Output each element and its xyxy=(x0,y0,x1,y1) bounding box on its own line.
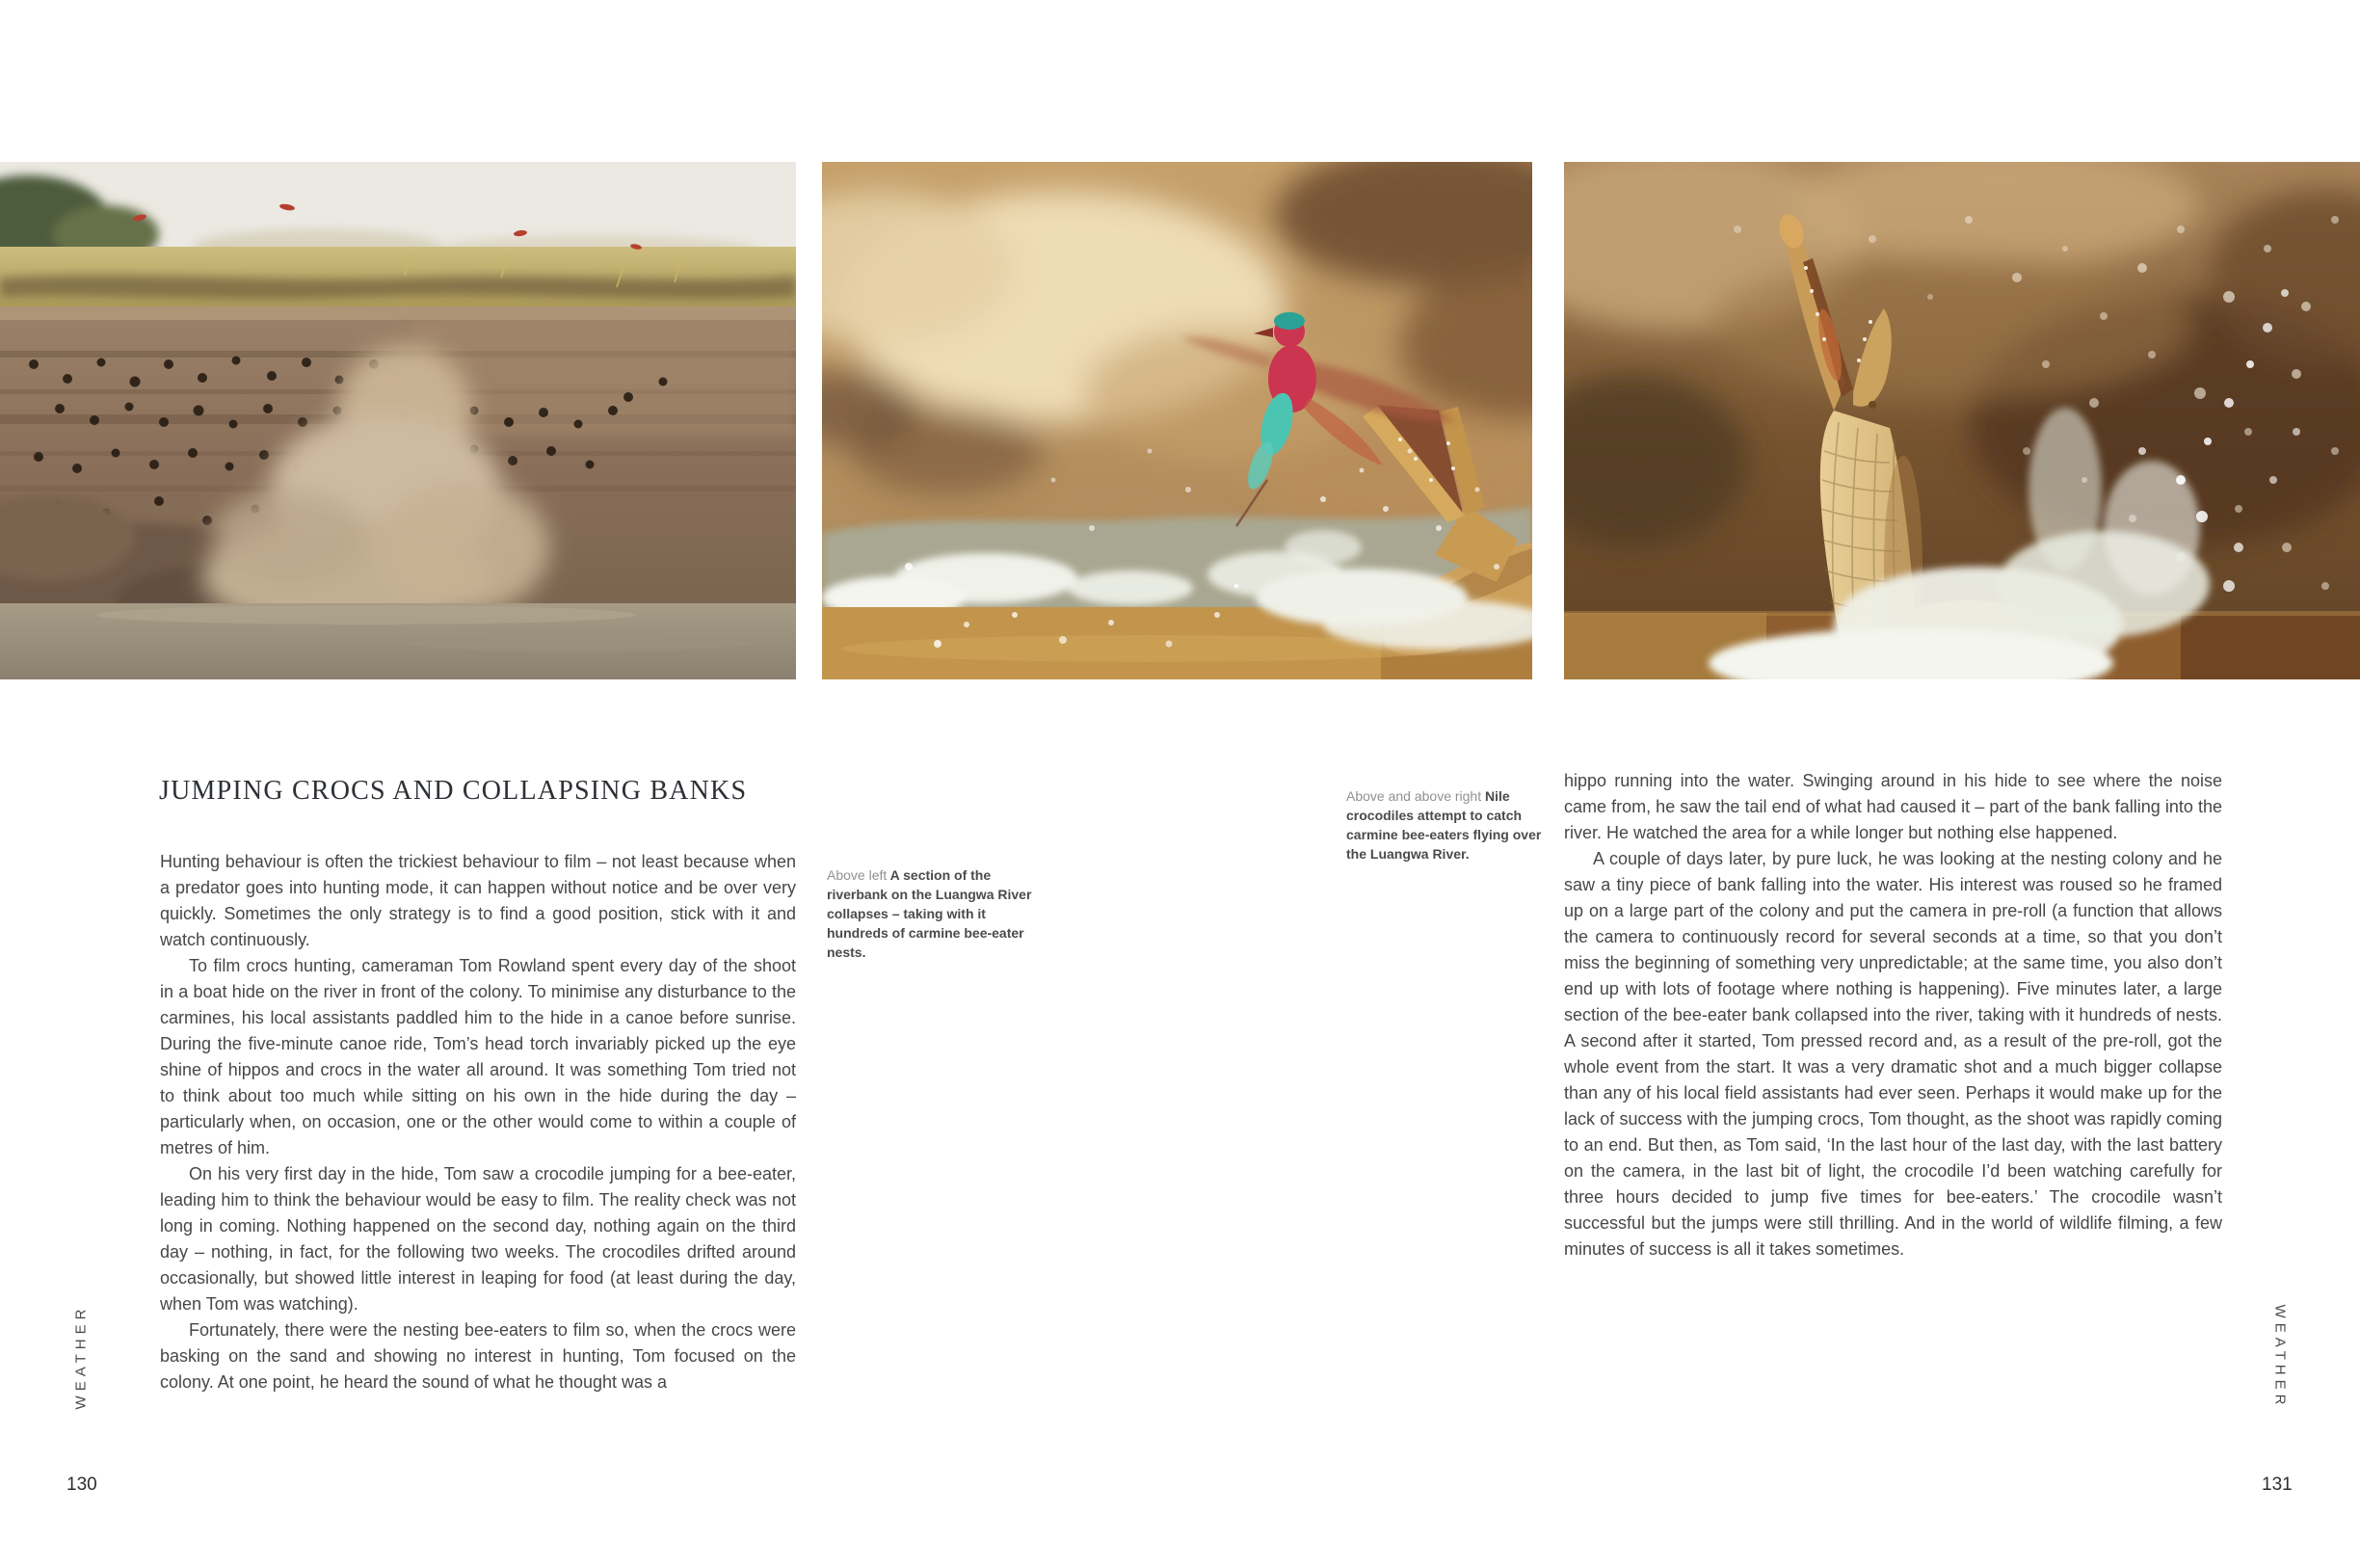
caption-text: A section of the riverbank on the Luangwa River collapses – taking with it hundreds of carmine bee-eater nests. xyxy=(827,867,1032,960)
croc-and-bee-eater-photo xyxy=(822,162,1532,679)
paragraph: Hunting behaviour is often the trickiest behaviour to film – not least because when a predator goes into hunting mode, it can happen without notice and be over very quickly. Sometimes the only strategy is to find a good position, stick with it and watch continuously. xyxy=(160,852,796,949)
chapter-label-right: WEATHER xyxy=(2271,1304,2289,1410)
paragraph: To film crocs hunting, cameraman Tom Rowland spent every day of the shoot in a boat hide on the river in front of the colony. To minimise any disturbance to the carmines, his local assistants paddled him to the hide in a canoe before sunrise. During the five-minute canoe ride, Tom’s head torch invariably picked up the eye shine of hippos and crocs in the water all around. It was something Tom tried not to think about too much while sitting on his own in the hide during the day – particularly when, on occasion, one or the other would come to within a couple of metres of him. xyxy=(160,956,796,1157)
page-number-right: 131 xyxy=(2262,1475,2293,1495)
caption-label: Above and above right xyxy=(1346,788,1482,804)
caption-left xyxy=(827,865,1033,962)
chapter-label-left: WEATHER xyxy=(72,1304,90,1410)
paragraph: Fortunately, there were the nesting bee-eaters to film so, when the crocs were basking on the sand and showing no interest in hunting, Tom focused on the colony. At one point, he heard the sound of what he thought was a xyxy=(160,1320,796,1392)
paragraph: hippo running into the water. Swinging around in his hide to see where the noise came from, he saw the tail end of what had caused it – part of the bank falling into the river. He watched the area for a while longer but nothing else happened. xyxy=(1564,771,2222,842)
body-column-left xyxy=(160,849,796,1395)
paragraph: A couple of days later, by pure luck, he was looking at the nesting colony and he saw a tiny piece of bank falling into the water. His interest was roused so he framed up on a large part of the colony and put the camera in pre-roll (a function that allows the camera to continuously record for several seconds at a time, so that you don’t miss the beginning of something very unpredictable; at the same time, you also don’t end up with lots of footage where nothing is happening). Five minutes later, a large section of the bee-eater bank collapsed into the river, taking with it hundreds of nests. A second after it started, Tom pressed record and, as a result of the pre-roll, got the whole event from the start. It was a very dramatic shot and a much bigger collapse than any of his local field assistants had ever seen. Perhaps it would make up for the lack of success with the jumping crocs, Tom thought, as the shoot was rapidly coming to an end. But then, as Tom said, ‘In the last hour of the last day, with the last battery on the camera, in the last bit of light, the crocodile I’d been watching carefully for three hours decided to jump five times for bee-eaters.’ The crocodile wasn’t successful but the jumps were still thrilling. And in the world of wildlife filming, a few minutes of success is all it takes sometimes. xyxy=(1564,849,2222,1259)
caption-right xyxy=(1346,786,1552,864)
caption-label: Above left xyxy=(827,867,888,883)
jumping-croc-photo xyxy=(1564,162,2360,679)
page-number-left: 130 xyxy=(66,1475,97,1495)
paragraph: On his very first day in the hide, Tom saw a crocodile jumping for a bee-eater, leading him to think the behaviour would be easy to film. The reality check was not long in coming. Nothing happened on the second day, nothing again on the third day – nothing, in fact, for the following two weeks. The crocodiles drifted around occasionally, but showed little interest in leaping for food (at least during the day, when Tom was watching). xyxy=(160,1164,796,1314)
body-column-right xyxy=(1564,768,2222,1262)
page-heading: JUMPING CROCS AND COLLAPSING BANKS xyxy=(159,775,748,806)
riverbank-collapse-photo xyxy=(0,162,796,679)
caption-text: Nile crocodiles attempt to catch carmine bee-eaters flying over the Luangwa River. xyxy=(1346,788,1542,862)
